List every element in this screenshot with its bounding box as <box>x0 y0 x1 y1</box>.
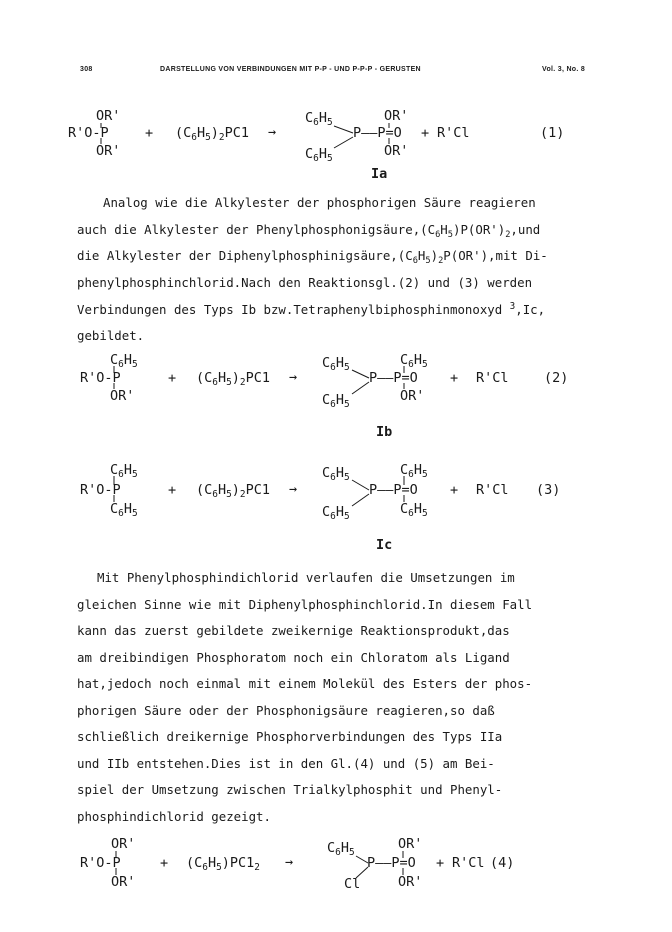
product-bottom-substituent: OR' <box>400 388 425 404</box>
text-line: phorigen Säure oder der Phosphonigsäure reagieren,so daß <box>77 702 495 718</box>
reagent-center: R'O-P <box>80 855 121 871</box>
product-phenyl-bottom: $C_6H_5$ <box>305 146 333 164</box>
bond-lines <box>0 462 672 552</box>
reagent-2: $(C_6H_5)_2PC1$ <box>196 370 270 388</box>
product-bottom-substituent: OR' <box>398 874 423 890</box>
text-line: Analog wie die Alkylester der phosphorigen Säure reagieren <box>103 195 536 210</box>
product-top-substituent: OR' <box>398 836 423 852</box>
plus-sign: + <box>168 482 177 498</box>
product-center: P——P=O <box>369 482 418 498</box>
reagent-bottom-substituent: OR' <box>111 874 136 890</box>
equation-2 <box>0 352 672 442</box>
product-top-substituent: OR' <box>384 108 409 124</box>
reagent-center: R'O-P <box>80 370 121 386</box>
running-title: DARSTELLUNG VON VERBINDUNGEN MIT P-P - UND P-P-P - GERUSTEN <box>160 66 421 73</box>
text-line: spiel der Umsetzung zwischen Trialkylphosphit und Phenyl- <box>77 782 503 797</box>
plus-sign: + <box>145 125 154 141</box>
bond-lines <box>0 352 672 442</box>
product-phenyl-bottom: $C_6H_5$ <box>322 504 350 522</box>
byproduct: R'Cl <box>476 370 509 386</box>
bond-lines <box>0 836 672 906</box>
text-line: schließlich dreikernige Phosphorverbindungen des Typs IIa <box>77 729 503 744</box>
reagent-phenyl-bottom: $C_6H_5$ <box>110 501 138 519</box>
page-number: 308 <box>80 66 93 73</box>
reagent-2: $(C_6H_5)PC1_2$ <box>186 855 260 873</box>
reaction-arrow: → <box>289 481 298 497</box>
text-line: Verbindungen des Typs Ib bzw.Tetraphenylbiphosphinmonoxyd $^3$,Ic, <box>77 301 546 317</box>
product-center: P——P=O <box>353 125 402 141</box>
text-line: gebildet. <box>77 327 145 343</box>
equation-4 <box>0 836 672 906</box>
reagent-bottom-substituent: OR' <box>110 388 135 404</box>
reagent-phenyl-top: $C_6H_5$ <box>110 352 138 370</box>
reagent-center: R'O-P <box>80 482 121 498</box>
plus-sign: + <box>450 482 459 498</box>
compound-label: Ib <box>376 424 393 440</box>
equation-number: (2) <box>544 370 569 386</box>
byproduct: R'Cl <box>452 855 485 871</box>
bond-lines <box>0 108 672 188</box>
volume-issue: Vol. 3, No. 8 <box>542 66 586 73</box>
product-phenyl-top: $C_6H_5$ <box>305 110 333 128</box>
plus-sign: + <box>421 125 430 141</box>
product-center: P——P=O <box>367 855 416 871</box>
product-phenyl-bottom-right: $C_6H_5$ <box>400 501 428 519</box>
product-phenyl-top-right: $C_6H_5$ <box>400 462 428 480</box>
reagent-2: $(C_6H_5)_2PC1$ <box>175 125 249 143</box>
text-line: auch die Alkylester der $Phenylphosphonigsäure,(C_6H_5)P(OR')_2,und$ <box>77 221 541 240</box>
reagent-top-substituent: OR' <box>111 836 136 852</box>
plus-sign: + <box>168 370 177 386</box>
reagent-2: $(C_6H_5)_2PC1$ <box>196 482 270 500</box>
product-bottom-substituent: OR' <box>384 143 409 159</box>
plus-sign: + <box>160 855 169 871</box>
text-line: gleichen Sinne wie mit Diphenylphosphinchlorid.In diesem Fall <box>77 596 533 612</box>
equation-number: (1) <box>540 125 565 141</box>
reagent-top-substituent: OR' <box>96 108 121 124</box>
equation-number: (4) <box>490 855 515 871</box>
text-line: hat,jedoch noch einmal mit einem Molekül des Esters der phos- <box>77 676 533 691</box>
reagent-bottom-substituent: OR' <box>96 143 121 159</box>
text-line: und IIb entstehen.Dies ist in den Gl.(4) und (5) am Bei- <box>77 755 495 771</box>
byproduct: R'Cl <box>476 482 509 498</box>
reagent-center: R'O-P <box>68 125 109 141</box>
paragraph-2 <box>77 570 597 835</box>
paragraph-1 <box>77 195 597 354</box>
equation-number: (3) <box>536 482 561 498</box>
reagent-phenyl-top: $C_6H_5$ <box>110 462 138 480</box>
reaction-arrow: → <box>268 124 277 140</box>
text-line: am dreibindigen Phosphoratom noch ein Chloratom als Ligand <box>77 649 510 665</box>
product-phenyl-top: $C_6H_5$ <box>322 465 350 483</box>
text-line: phosphindichlorid gezeigt. <box>77 808 271 824</box>
text-line: kann das zuerst gebildete zweikernige Reaktionsprodukt,das <box>77 623 510 638</box>
byproduct: R'Cl <box>437 125 470 141</box>
compound-label: Ia <box>371 166 388 182</box>
product-phenyl-bottom: $C_6H_5$ <box>322 392 350 410</box>
product-phenyl-top: $C_6H_5$ <box>327 840 355 858</box>
compound-label: Ic <box>376 537 393 553</box>
product-phenyl-top-right: $C_6H_5$ <box>400 352 428 370</box>
plus-sign: + <box>436 855 445 871</box>
product-phenyl-top: $C_6H_5$ <box>322 355 350 373</box>
plus-sign: + <box>450 370 459 386</box>
reaction-arrow: → <box>289 369 298 385</box>
product-center: P——P=O <box>369 370 418 386</box>
text-line: Mit Phenylphosphindichlorid verlaufen die Umsetzungen im <box>97 570 515 585</box>
text-line: die Alkylester der $Diphenylphosphinigsäure,(C_6H_5)_2P(OR'),mit$ Di- <box>77 248 548 266</box>
product-chlorine: Cl <box>344 876 361 892</box>
equation-1 <box>0 108 672 188</box>
equation-3 <box>0 462 672 552</box>
text-line: phenylphosphinchlorid.Nach den Reaktionsgl.(2) und (3) werden <box>77 274 533 290</box>
reaction-arrow: → <box>285 854 294 870</box>
